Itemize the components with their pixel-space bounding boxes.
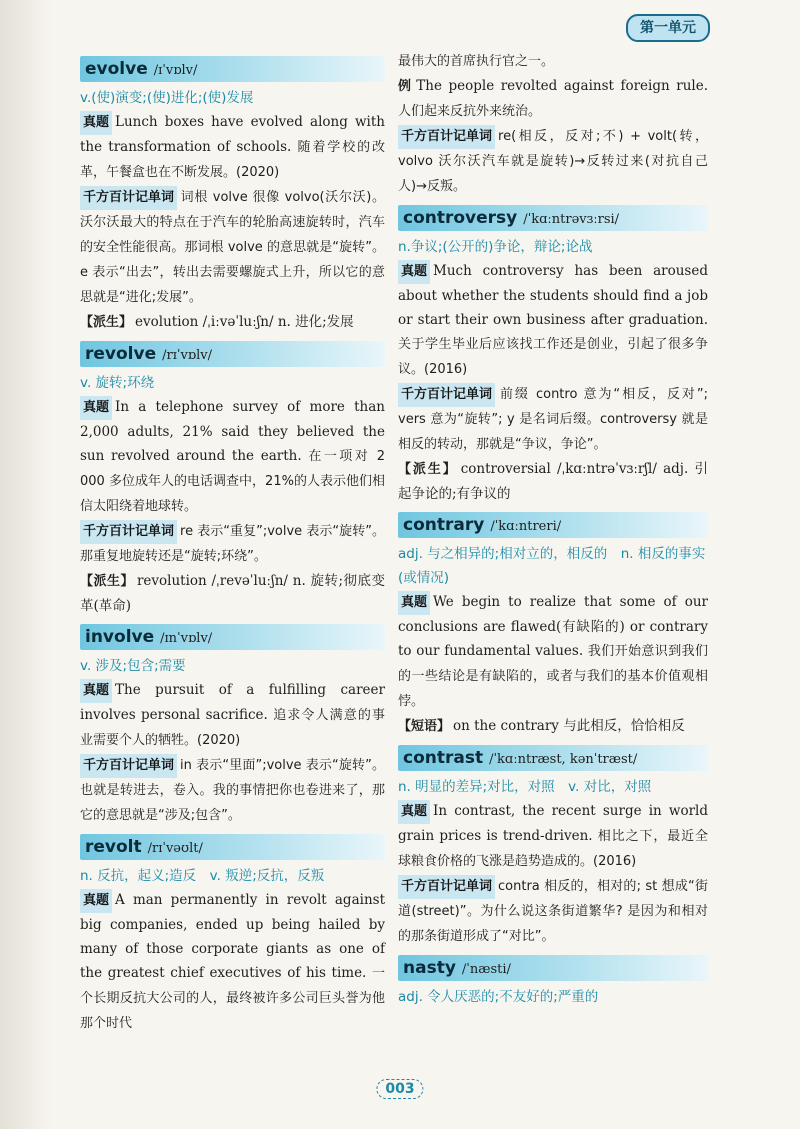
memory-tip: 千方百计记单词 re(相反，反对;不) + volt(转，volvo 沃尔沃汽车就是旋转)→反转过来(对抗自己人)→反叛。: [398, 124, 708, 199]
entry-header-revolt: [80, 834, 385, 860]
phrase: 【短语】 on the contrary 与此相反，恰恰相反: [398, 718, 685, 734]
unit-tab: 第一单元: [626, 14, 710, 42]
memory-tip: 千方百计记单词 contra 相反的，相对的; st 想成“街道(street)”。为什么说这条街道繁华? 是因为和相对的那条街道形成了“对比”。: [398, 874, 708, 949]
entry-header-nasty: [398, 955, 708, 981]
derivative: 【派生】 evolution /ˌiːvəˈluːʃn/ n. 进化;发展: [80, 314, 354, 330]
part-of-speech: adj. 与之相异的;相对立的，相反的 n. 相反的事实(或情况): [398, 546, 706, 586]
phonetic: /rɪˈvɒlv/: [162, 348, 212, 363]
exam-sentence: 真题 In contrast, the recent surge in world grain prices is trend-driven. 相比之下，最近全球粮食价格的飞涨是趋势造成的。(2016): [398, 799, 708, 874]
example-sentence: 例 The people revolted against foreign rule. 人们起来反抗外来统治。: [398, 78, 708, 119]
phonetic: /ˈkɑːntræst, kənˈtræst/: [489, 752, 638, 767]
continued-text: 最伟大的首席执行官之一。: [398, 54, 555, 69]
entry-header-controversy: [398, 205, 708, 231]
part-of-speech: n. 反抗，起义;造反 v. 叛逆;反抗，反叛: [80, 868, 325, 884]
derivative: 【派生】 revolution /ˌrevəˈluːʃn/ n. 旋转;彻底变革(革命): [80, 573, 385, 614]
entry-header-contrast: [398, 745, 708, 771]
part-of-speech: adj. 令人厌恶的;不友好的;严重的: [398, 989, 599, 1005]
entry-header-contrary: [398, 512, 708, 538]
exam-sentence: 真题 We begin to realize that some of our conclusions are flawed(有缺陷的) or contrary to our fundamental values. 我们开始意识到我们的一些结论是有缺陷的，或者与我们的基本价值观相悖。: [398, 590, 708, 714]
memory-tip: 千方百计记单词 re 表示“重复”;volve 表示“旋转”。那重复地旋转还是“旋转;环绕”。: [80, 519, 385, 569]
exam-sentence: 真题 Much controversy has been aroused about whether the students should find a job or start their own business after graduation. 关于学生毕业后应该找工作还是创业，引起了很多争议。(2016): [398, 259, 708, 382]
exam-sentence: 真题 Lunch boxes have evolved along with the transformation of schools. 随着学校的改革，午餐盒也在不断发展。(2020): [80, 110, 385, 185]
exam-sentence: 真题 In a telephone survey of more than 2,000 adults, 21% said they believed the sun revolved around the earth. 在一项对 2 000 多位成年人的电话调查中，21%的人表示他们相信太阳绕着地球转。: [80, 395, 385, 519]
headword: controversy: [403, 208, 518, 228]
page-edge: [0, 0, 52, 1129]
part-of-speech: v.(使)演变;(使)进化;(使)发展: [80, 90, 254, 106]
right-column: [398, 50, 708, 1009]
headword: contrary: [403, 515, 485, 535]
phonetic: /ɪnˈvɒlv/: [160, 631, 213, 646]
phonetic: /rɪˈvəʊlt/: [147, 841, 203, 856]
phonetic: /ɪˈvɒlv/: [153, 63, 198, 78]
entry-header-revolve: [80, 341, 385, 367]
exam-sentence: 真题 The pursuit of a fulfilling career involves personal sacrifice. 追求令人满意的事业需要个人的牺牲。(2020): [80, 678, 385, 753]
entry-header-evolve: [80, 56, 385, 82]
headword: nasty: [403, 958, 456, 978]
headword: revolve: [85, 344, 157, 364]
phonetic: /ˈkɑːntrəvɜːrsi/: [523, 212, 620, 227]
headword: contrast: [403, 748, 484, 768]
memory-tip: 千方百计记单词 词根 volve 很像 volvo(沃尔沃)。沃尔沃最大的特点在于汽车的轮胎高速旋转时，汽车的安全性能很高。那词根 volve 的意思就是“旋转”。e 表示“出去”，转出去需要螺旋式上升，所以它的意思就是“进化;发展”。: [80, 185, 385, 310]
page-number: 003: [376, 1079, 423, 1099]
part-of-speech: n.争议;(公开的)争论，辩论;论战: [398, 239, 593, 255]
entry-header-involve: [80, 624, 385, 650]
left-column: [80, 50, 385, 1036]
headword: involve: [85, 627, 155, 647]
phonetic: /ˈkɑːntreri/: [490, 519, 562, 534]
phonetic: /ˈnæsti/: [461, 962, 511, 977]
part-of-speech: v. 涉及;包含;需要: [80, 658, 186, 674]
part-of-speech: v. 旋转;环绕: [80, 375, 155, 391]
headword: evolve: [85, 59, 148, 79]
derivative: 【派生】 controversial /ˌkɑːntrəˈvɜːrʃl/ adj. 引起争论的;有争议的: [398, 461, 708, 502]
memory-tip: 千方百计记单词 in 表示“里面”;volve 表示“旋转”。也就是转进去，卷入。我的事情把你也卷进来了，那它的意思就是“涉及;包含”。: [80, 753, 385, 828]
memory-tip: 千方百计记单词 前缀 contro 意为“相反，反对”; vers 意为“旋转”; y 是名词后缀。controversy 就是相反的转动，那就是“争议，争论”。: [398, 382, 708, 457]
part-of-speech: n. 明显的差异;对比，对照 v. 对比，对照: [398, 779, 652, 795]
headword: revolt: [85, 837, 142, 857]
exam-sentence: 真题 A man permanently in revolt against big companies, ended up being hailed by many of those corporate giants as one of the greatest chief executives of his time. 一个长期反抗大公司的人，最终被许多公司巨头誉为他那个时代: [80, 888, 385, 1036]
